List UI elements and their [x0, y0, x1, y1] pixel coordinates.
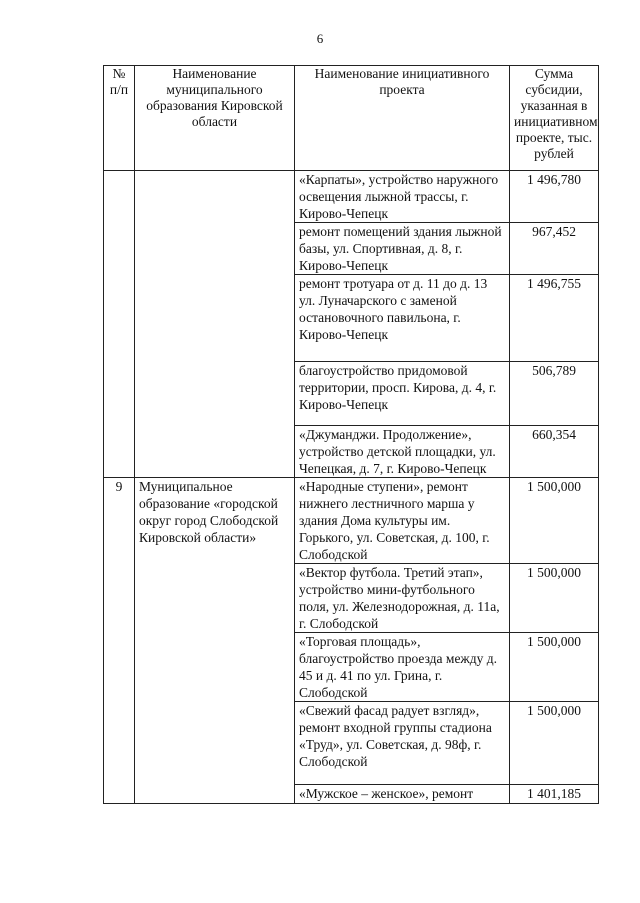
row-amount: 1 496,755 — [510, 275, 599, 362]
row-project: ремонт тротуара от д. 11 до д. 13 ул. Луначарского с заменой остановочного павильона, г. Кирово-Чепецк — [295, 275, 510, 362]
header-num: № п/п — [104, 66, 135, 171]
row-amount: 1 500,000 — [510, 478, 599, 564]
row-num: 9 — [104, 478, 135, 804]
table-row — [104, 171, 599, 223]
row-amount: 1 401,185 — [510, 785, 599, 804]
row-amount: 967,452 — [510, 223, 599, 275]
row-project: благоустройство придомовой территории, просп. Кирова, д. 4, г. Кирово-Чепецк — [295, 362, 510, 426]
row-amount: 1 496,780 — [510, 171, 599, 223]
row-amount: 1 500,000 — [510, 633, 599, 702]
page-number: 6 — [316, 31, 324, 46]
row-project: «Карпаты», устройство наружного освещения лыжной трассы, г. Кирово-Чепецк — [295, 171, 510, 223]
row-project: «Свежий фасад радует взгляд», ремонт входной группы стадиона «Труд», ул. Советская, д. 98ф, г. Слободской — [295, 702, 510, 785]
row-municipality-empty — [135, 171, 295, 478]
row-project: «Народные ступени», ремонт нижнего лестничного марша у здания Дома культуры им. Горького, ул. Советская, д. 100, г. Слободской — [295, 478, 510, 564]
table-header-row — [104, 66, 599, 171]
header-project: Наименование инициативного проекта — [295, 66, 510, 171]
row-project: «Вектор футбола. Третий этап», устройство мини-футбольного поля, ул. Железнодорожная, д. 11а, г. Слободской — [295, 564, 510, 633]
header-municipality: Наименование муниципального образования Кировской области — [135, 66, 295, 171]
row-amount: 1 500,000 — [510, 564, 599, 633]
row-project: «Мужское – женское», ремонт — [295, 785, 510, 804]
row-project: «Джуманджи. Продолжение», устройство детской площадки, ул. Чепецкая, д. 7, г. Кирово-Чепецк — [295, 426, 510, 478]
row-municipality: Муниципальное образование «городской округ город Слободской Кировской области» — [135, 478, 295, 804]
row-project: ремонт помещений здания лыжной базы, ул. Спортивная, д. 8, г. Кирово-Чепецк — [295, 223, 510, 275]
row-amount: 506,789 — [510, 362, 599, 426]
row-amount: 660,354 — [510, 426, 599, 478]
header-amount: Сумма субсидии, указанная в инициативном проекте, тыс. рублей — [510, 66, 599, 171]
row-project: «Торговая площадь», благоустройство проезда между д. 45 и д. 41 по ул. Грина, г. Слободской — [295, 633, 510, 702]
row-amount: 1 500,000 — [510, 702, 599, 785]
subsidy-table — [103, 65, 599, 804]
row-num-empty — [104, 171, 135, 478]
table-row — [104, 478, 599, 564]
